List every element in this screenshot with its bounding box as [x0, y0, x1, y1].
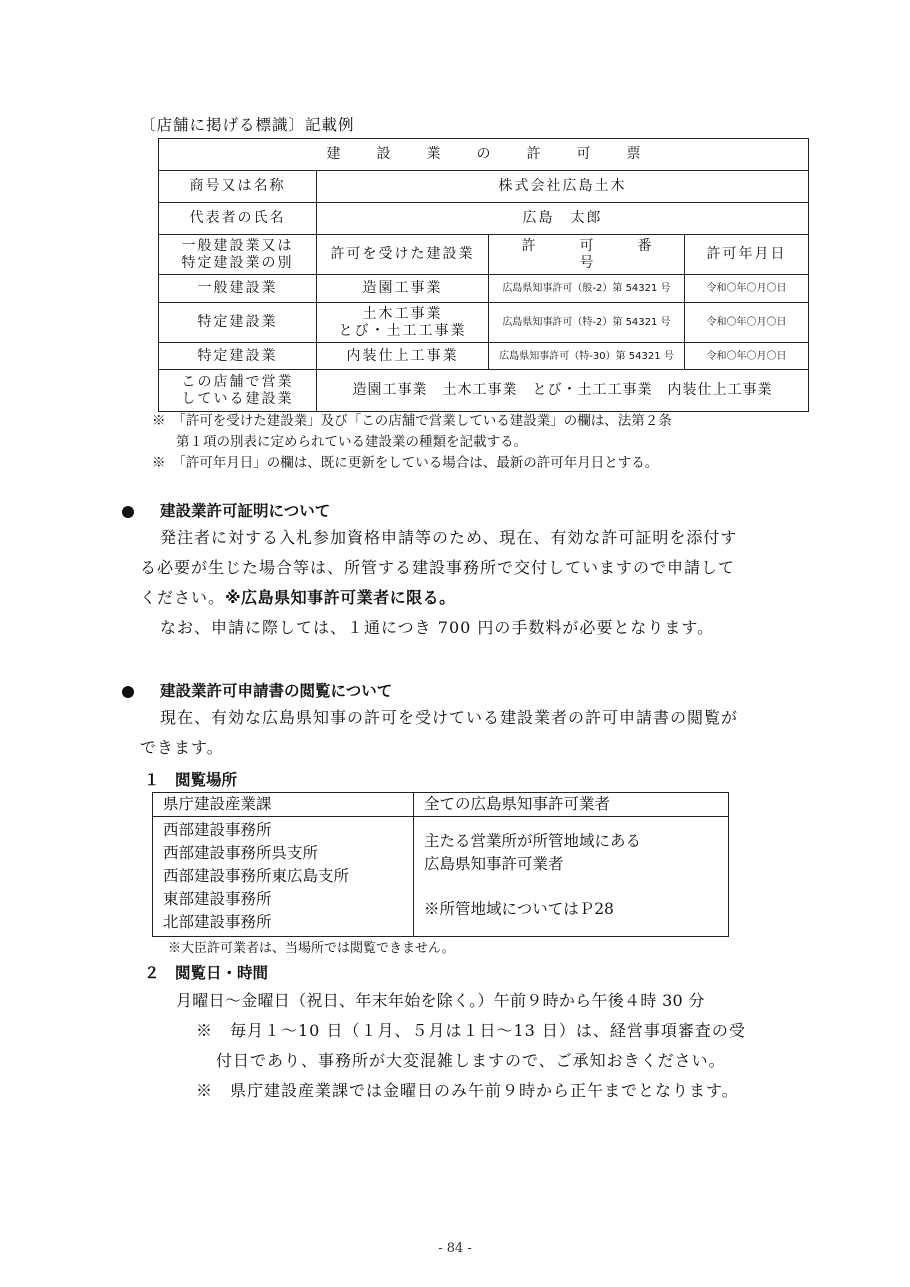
hours-line: 月曜日～金曜日（祝日、年末年始を除く。）午前９時から午後４時 30 分	[176, 991, 705, 1010]
sign-note-1	[152, 411, 672, 453]
license-sign-table	[158, 138, 809, 412]
location-scope-line: 広島県知事許可業者	[424, 855, 564, 873]
row-license-type: 特定建設業	[159, 343, 317, 370]
store-business-value: 造園工事業 土木工事業 とび・土工工事業 内装仕上工事業	[317, 370, 809, 412]
store-business-label-line: この店舗で営業	[181, 373, 294, 390]
location-place-item: 西部建設事務所東広島支所	[163, 867, 350, 885]
bullet-icon	[122, 503, 136, 517]
table-row	[159, 275, 809, 303]
location-scope: 全ての広島県知事許可業者	[414, 793, 729, 817]
certificate-paragraph-line: 発注者に対する入札参加資格申請等のため、現在、有効な許可証明を添付す	[160, 528, 738, 547]
col-number-char: 号	[579, 254, 594, 271]
hours-note-line: ※ 県庁建設産業課では金曜日のみ午前９時から正午までとなります。	[196, 1081, 739, 1100]
inspection-location-table	[152, 792, 729, 937]
location-scope-note: ※所管地域についてはＰ28	[424, 900, 614, 918]
col-number-char: 許	[521, 237, 536, 254]
table-row	[159, 303, 809, 343]
location-subheading: １ 閲覧場所	[144, 771, 238, 789]
col-header-business: 許可を受けた建設業	[317, 235, 489, 275]
sign-title-char: 可	[576, 146, 591, 162]
sign-example-caption: 〔店舗に掲げる標識〕記載例	[140, 116, 355, 134]
trade-name-value: 株式会社広島土木	[317, 171, 809, 203]
inspection-intro-line: 現在、有効な広島県知事の許可を受けている建設業者の許可申請書の閲覧が	[160, 708, 739, 727]
table-row	[153, 817, 729, 937]
col-number-char: 可	[579, 237, 594, 254]
hours-note-line: 付日であり、事務所が大変混雑しますので、ご承知おきください。	[216, 1051, 726, 1070]
license-type-label-line: 特定建設業の別	[181, 254, 294, 271]
sign-title-char: 票	[626, 146, 641, 162]
hours-subheading: ２ 閲覧日・時間	[144, 964, 269, 982]
table-row	[159, 343, 809, 370]
col-header-date: 許可年月日	[685, 235, 809, 275]
sign-note-line: 第１項の別表に定められている建設業の種類を記載する。	[176, 434, 527, 450]
row-license-date: 令和〇年〇月〇日	[685, 343, 809, 370]
row-license-type: 特定建設業	[159, 303, 317, 343]
row-license-number: 広島県知事許可（特-30）第 54321 号	[489, 343, 685, 370]
row-business: 内装仕上工事業	[317, 343, 489, 370]
representative-value: 広島 太郎	[317, 203, 809, 235]
inspection-heading: 建設業許可申請書の閲覧について	[160, 682, 393, 700]
location-scope	[414, 817, 729, 937]
row-license-number: 広島県知事許可（特-2）第 54321 号	[489, 303, 685, 343]
sign-title	[159, 139, 809, 171]
hours-note-line: ※ 毎月１～10 日（１月、５月は１日～13 日）は、経営事項審査の受	[196, 1021, 746, 1040]
location-place-list	[153, 817, 414, 937]
bullet-icon	[122, 683, 136, 697]
certificate-paragraph-line: る必要が生じた場合等は、所管する建設事務所で交付していますので申請して	[140, 558, 736, 577]
row-business: 造園工事業	[317, 275, 489, 303]
sign-note-2: ※ 「許可年月日」の欄は、既に更新をしている場合は、最新の許可年月日とする。	[152, 455, 659, 471]
license-type-label	[159, 235, 317, 275]
row-business	[317, 303, 489, 343]
certificate-heading: 建設業許可証明について	[160, 502, 331, 520]
row-license-type: 一般建設業	[159, 275, 317, 303]
sign-title-char: 設	[376, 146, 391, 162]
certificate-paragraph-line	[140, 583, 456, 613]
location-scope-line: 主たる営業所が所管地域にある	[424, 832, 642, 850]
row-business-line: 土木工事業	[362, 305, 443, 322]
sign-title-char: 建	[326, 146, 341, 162]
table-row	[153, 793, 729, 817]
representative-label: 代表者の氏名	[159, 203, 317, 235]
certificate-fee-line: なお、申請に際しては、１通につき 700 円の手数料が必要となります。	[160, 618, 715, 637]
sign-title-char: の	[476, 146, 491, 162]
location-place-item: 東部建設事務所	[163, 890, 272, 908]
row-license-date: 令和〇年〇月〇日	[685, 303, 809, 343]
location-place-item: 西部建設事務所呉支所	[163, 844, 319, 862]
license-type-label-line: 一般建設業又は	[181, 237, 294, 254]
page-number: - 84 -	[438, 1241, 472, 1256]
location-table-note: ※大臣許可業者は、当場所では閲覧できません。	[168, 941, 455, 956]
inspection-intro-line: できます。	[140, 738, 224, 757]
row-license-number: 広島県知事許可（般-2）第 54321 号	[489, 275, 685, 303]
row-business-line: とび・土工工事業	[338, 322, 467, 339]
row-license-date: 令和〇年〇月〇日	[685, 275, 809, 303]
trade-name-label: 商号又は名称	[159, 171, 317, 203]
sign-title-char: 業	[426, 146, 441, 162]
certificate-line-normal: ください。	[140, 588, 226, 607]
store-business-label-line: している建設業	[181, 390, 294, 407]
col-header-number	[489, 235, 685, 275]
certificate-line-bold: ※広島県知事許可業者に限る。	[225, 588, 456, 607]
location-place-item: 北部建設事務所	[163, 913, 272, 931]
location-place-item: 西部建設事務所	[163, 821, 272, 839]
sign-note-line: ※ 「許可を受けた建設業」及び「この店舗で営業している建設業」の欄は、法第２条	[152, 413, 672, 429]
store-business-label	[159, 370, 317, 412]
sign-title-char: 許	[526, 146, 541, 162]
col-number-char: 番	[637, 237, 652, 254]
location-place: 県庁建設産業課	[153, 793, 414, 817]
